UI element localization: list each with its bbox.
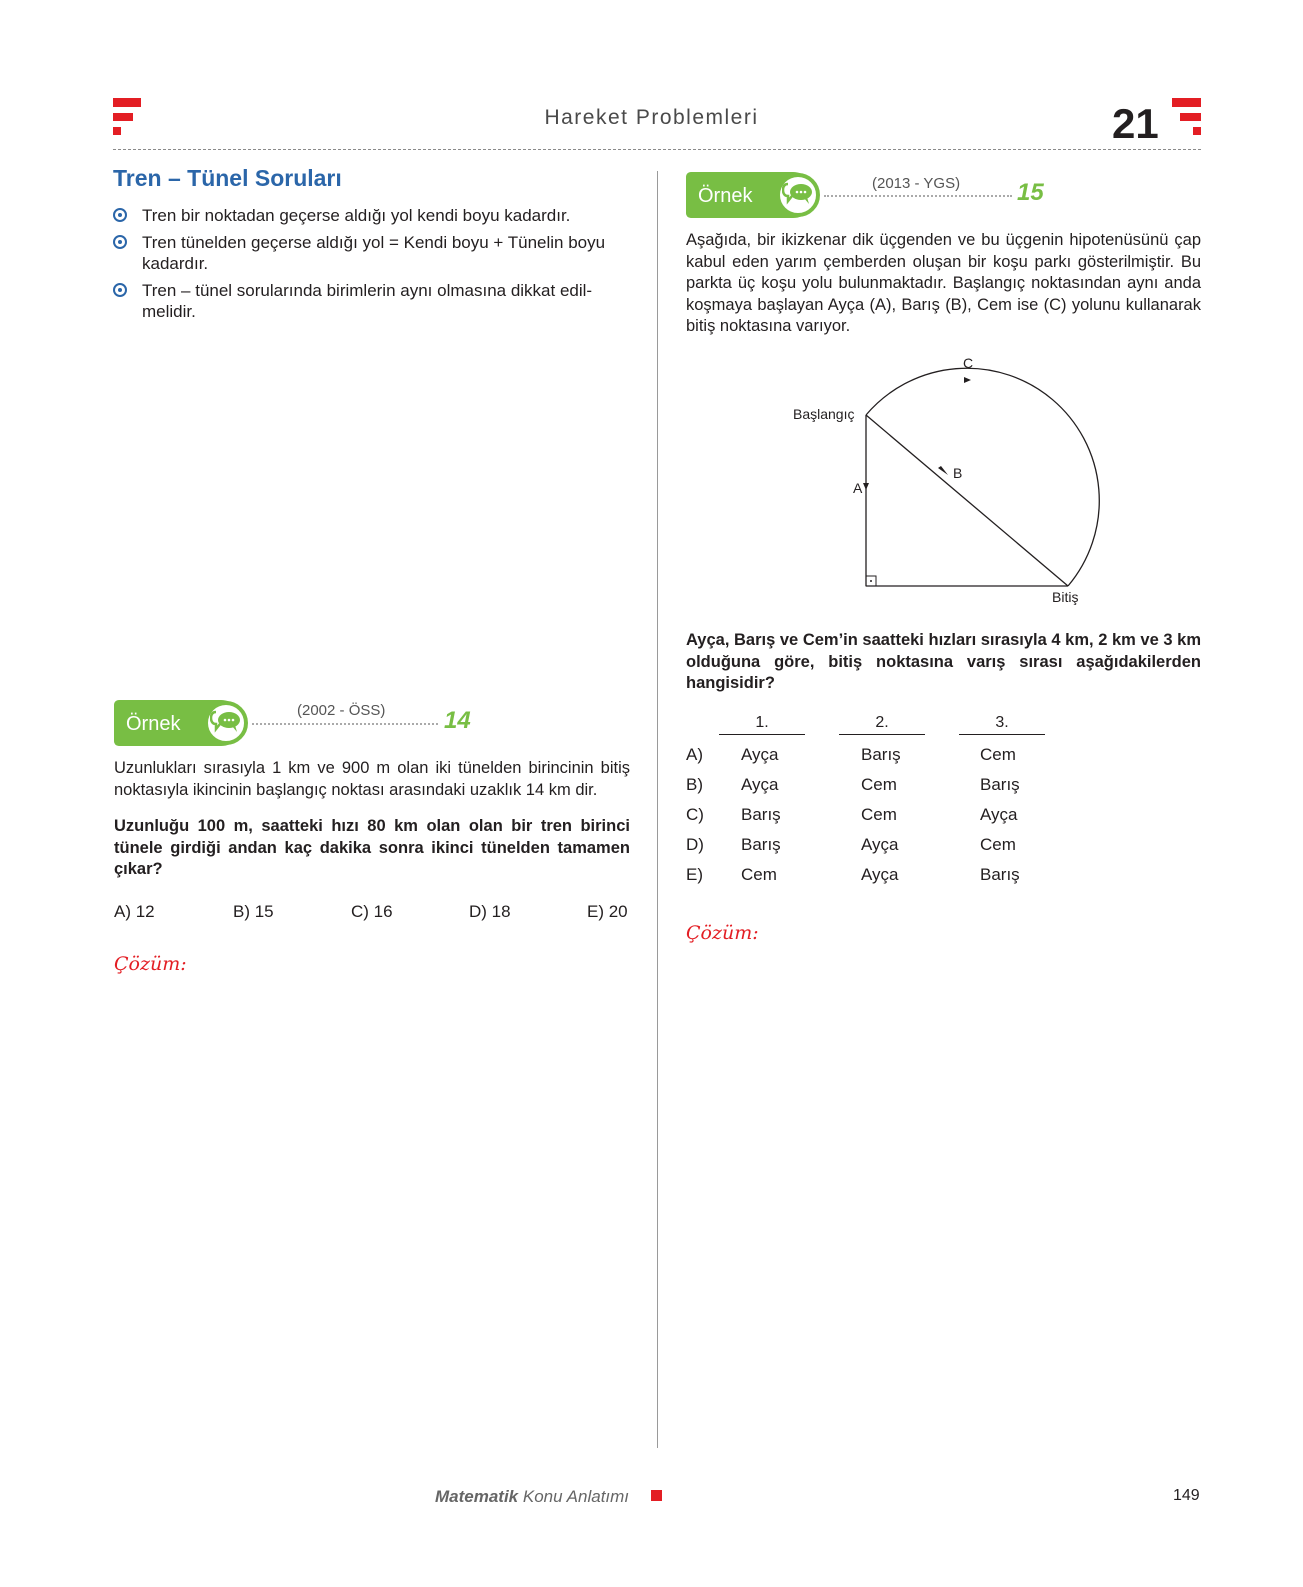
page-number: 149 bbox=[1173, 1487, 1200, 1504]
example-badge: Örnek bbox=[114, 700, 249, 746]
arrow-c-icon bbox=[964, 377, 971, 383]
path-a-label: A bbox=[853, 480, 863, 496]
chapter-title: Hareket Problemleri bbox=[544, 106, 759, 129]
arrow-b-icon bbox=[938, 466, 948, 475]
footer-subject: Matematik Konu Anlatımı bbox=[435, 1487, 630, 1506]
path-b-label: B bbox=[953, 465, 963, 481]
solution-label: Çözüm: bbox=[114, 953, 187, 975]
table-header-rule bbox=[839, 734, 925, 735]
table-header-rule bbox=[719, 734, 805, 735]
target-bullet-icon bbox=[113, 235, 127, 249]
chat-bubble-icon bbox=[204, 701, 248, 745]
table-header: 2. bbox=[875, 714, 889, 731]
section-title: Tren – Tünel Soruları bbox=[113, 165, 342, 191]
dotted-leader bbox=[252, 723, 438, 725]
table-header: 3. bbox=[995, 714, 1009, 731]
dotted-leader bbox=[824, 195, 1012, 197]
table-header: 1. bbox=[755, 714, 769, 731]
list-item: Tren – tünel sorularında birimlerin aynı olmasına dikkat edilmelidir. bbox=[113, 280, 630, 322]
chat-bubble-icon bbox=[776, 173, 820, 217]
answer-choice-e: E) 20 bbox=[587, 902, 628, 921]
example-question: Ayça, Barış ve Cem’in saatteki hızları sırasıyla 4 km, 2 km ve 3 km olduğuna göre, bitiş noktasına varış sırası aşağıdakilerden hangisidir? bbox=[686, 631, 1201, 692]
example-badge: Örnek bbox=[686, 172, 821, 218]
example-source: (2013 - YGS) bbox=[872, 175, 961, 192]
path-b-line bbox=[866, 415, 1068, 586]
answer-choice-a: A) 12 bbox=[114, 902, 155, 921]
solution-label: Çözüm: bbox=[686, 922, 759, 944]
example-question: Uzunluğu 100 m, saatteki hızı 80 km olan olan bir tren birinci tünele girdiği andan kaç dakika sonra ikinci tünelden tamamen çıkar? bbox=[114, 817, 630, 878]
arrow-a-icon bbox=[863, 483, 869, 490]
example-text: Aşağıda, bir ikizkenar dik üçgenden ve bu üçgenin hipotenüsünü çap kabul eden yarım çemberden oluşan bir koşu parkı gösterilmiştir. Bu parkta üç koşu yolu bulunmaktadır. Başlangıç noktasından aynı anda koşmaya başlayan Ayça (A), Barış (B), Cem ise (C) yolunu kullanarak bitiş noktasına varıyor. bbox=[686, 231, 1201, 335]
chapter-number: 21 bbox=[1112, 100, 1159, 147]
footer-square-icon bbox=[651, 1490, 662, 1501]
start-label: Başlangıç bbox=[793, 406, 855, 422]
table-header-rule bbox=[959, 734, 1045, 735]
list-item: Tren bir noktadan geçerse aldığı yol kendi boyu kadardır. bbox=[113, 205, 630, 226]
answer-choice-c: C) 16 bbox=[351, 902, 393, 921]
path-c-label: C bbox=[963, 355, 974, 371]
example-number: 14 bbox=[444, 707, 471, 734]
bullet-list bbox=[113, 205, 630, 328]
list-item: Tren tünelden geçerse aldığı yol = Kendi boyu + Tünelin boyu kadardır. bbox=[113, 232, 630, 274]
path-c-arc bbox=[866, 368, 1099, 586]
end-label: Bitiş bbox=[1052, 589, 1079, 605]
footer-subtitle: Konu Anlatımı bbox=[522, 1487, 630, 1506]
target-bullet-icon bbox=[113, 208, 127, 222]
example-text: Uzunlukları sırasıyla 1 km ve 900 m olan iki tünelden birincinin bitiş noktasıyla ikincinin başlangıç noktası arasındaki uzaklık 14 km dir. bbox=[114, 759, 630, 799]
example-number: 15 bbox=[1017, 179, 1044, 206]
column-divider bbox=[657, 171, 658, 1448]
target-bullet-icon bbox=[113, 283, 127, 297]
header-divider bbox=[113, 149, 1201, 150]
example-source: (2002 - ÖSS) bbox=[297, 702, 386, 719]
running-track-diagram bbox=[780, 350, 1120, 610]
answer-choice-d: D) 18 bbox=[469, 902, 511, 921]
answer-choice-b: B) 15 bbox=[233, 902, 274, 921]
